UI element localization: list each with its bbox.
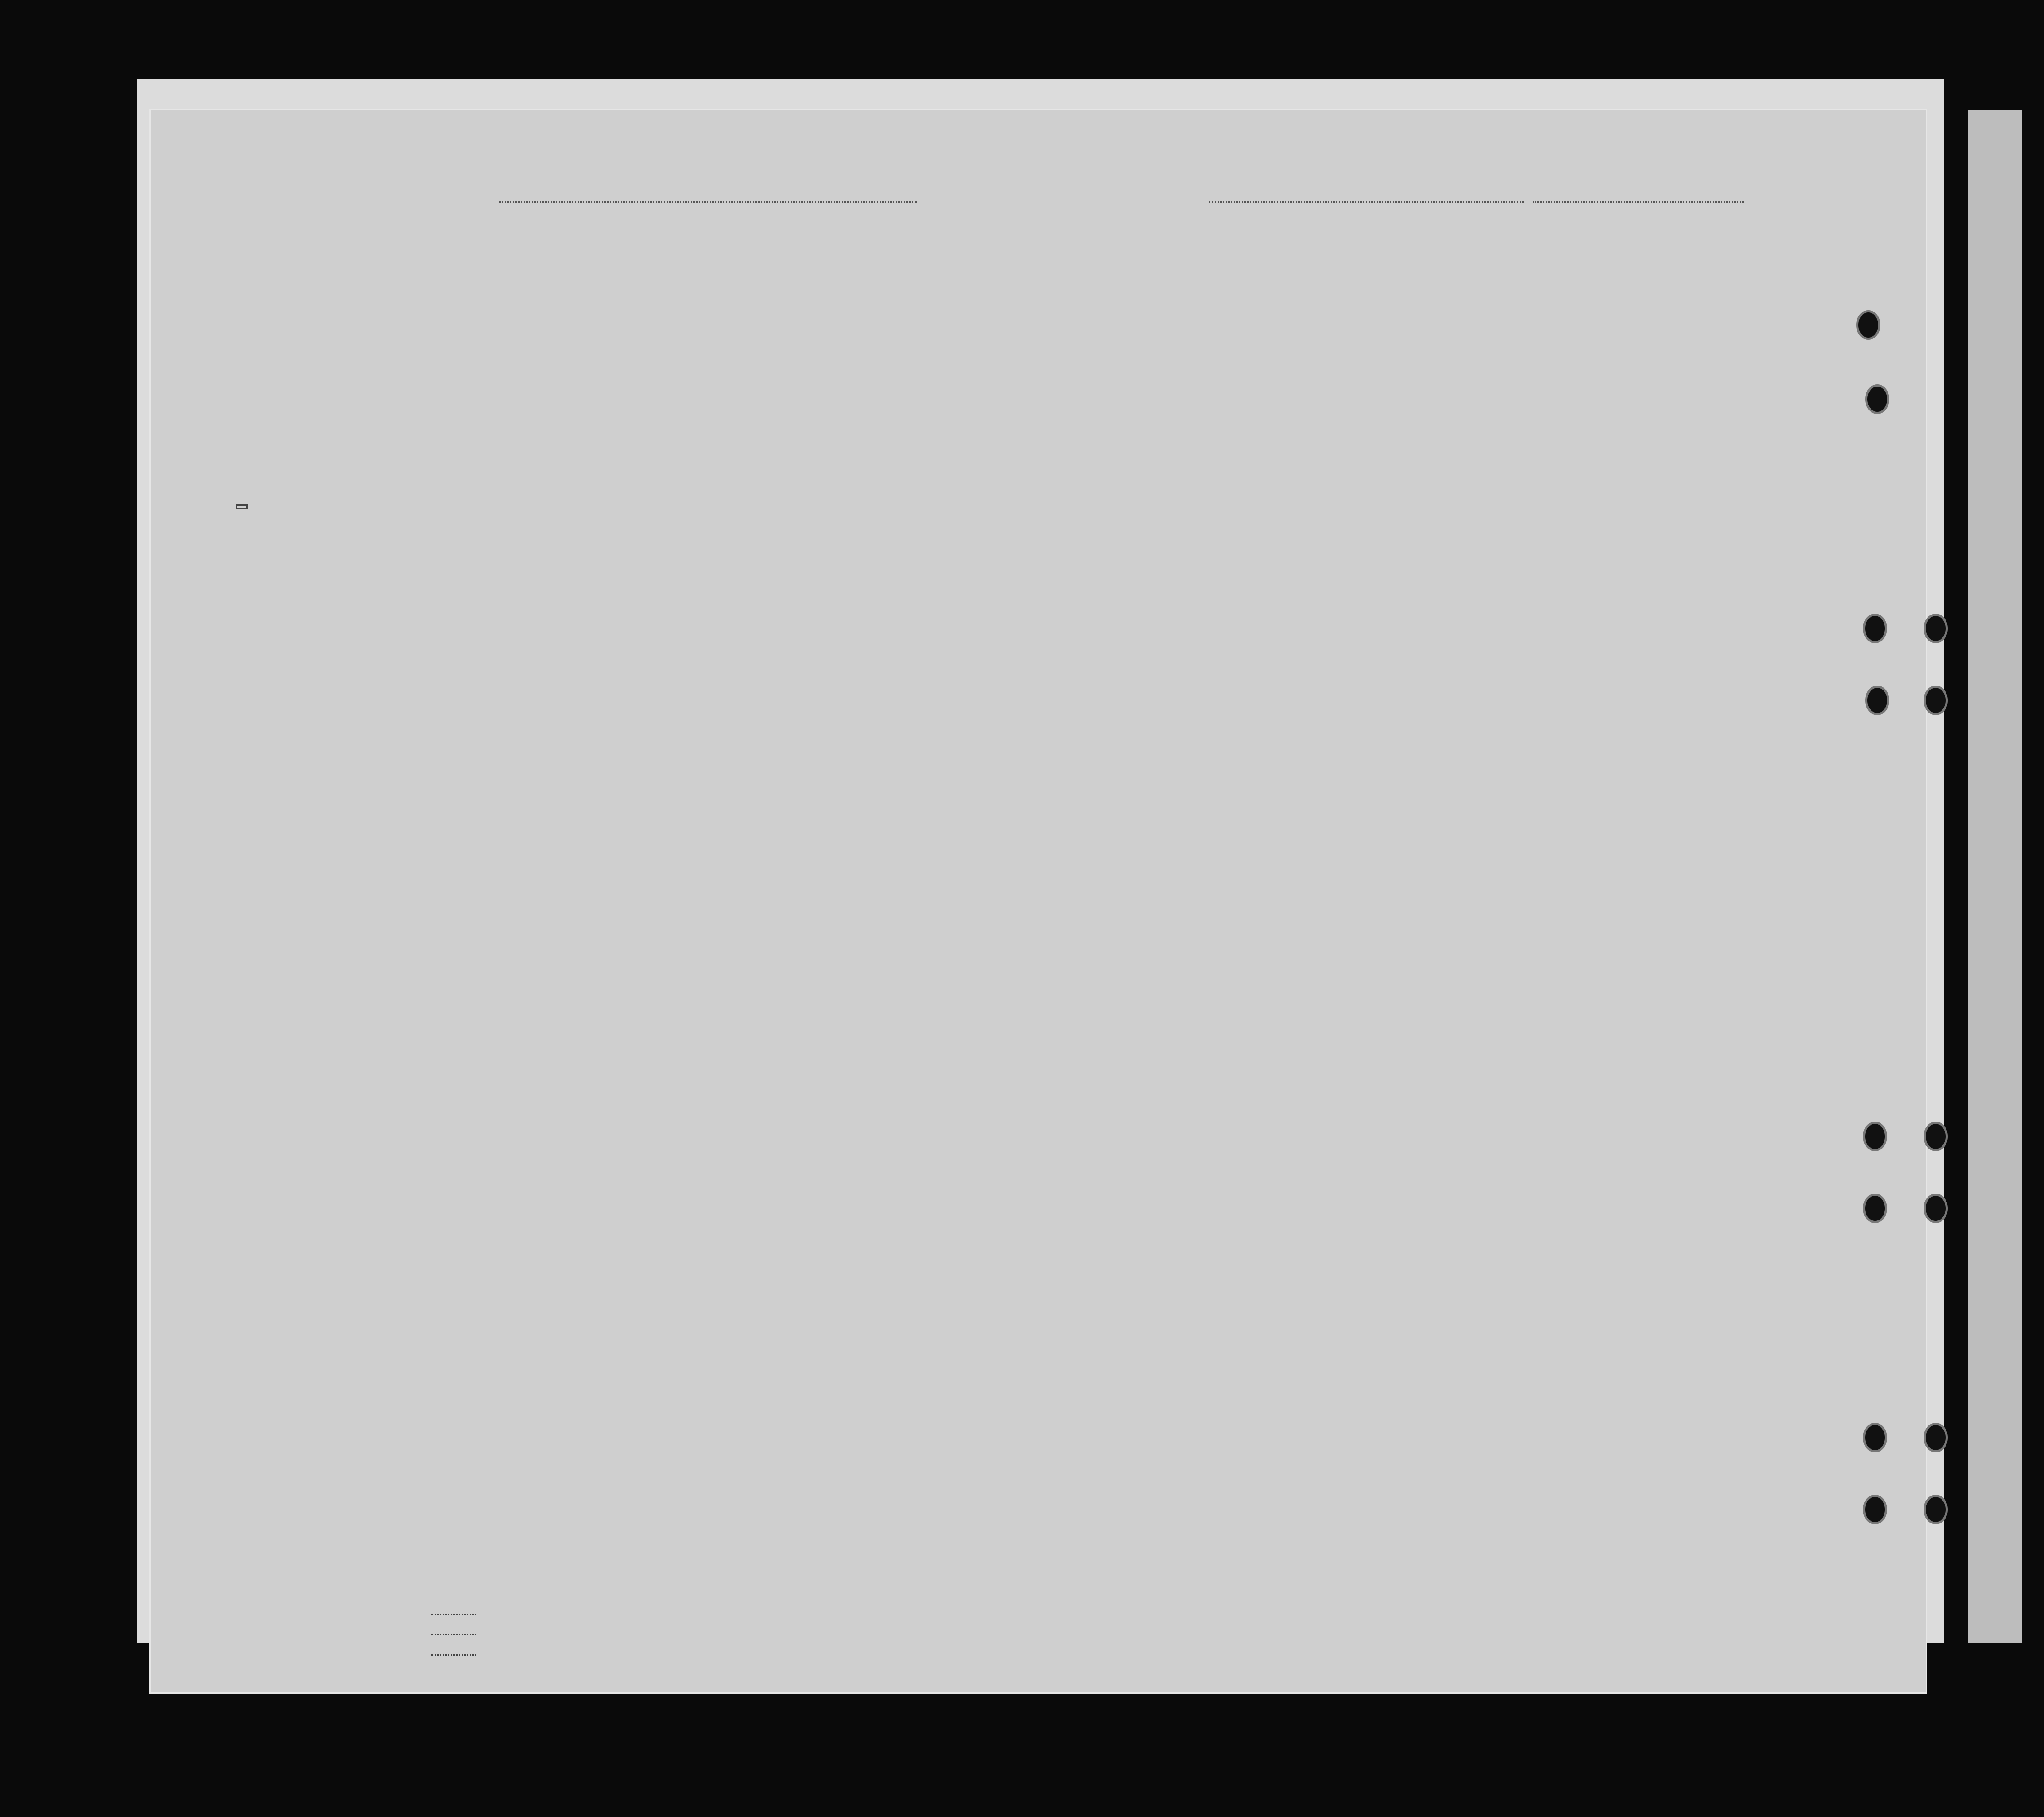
binder-hole: [1865, 384, 1889, 414]
us-dots: [431, 1634, 476, 1635]
aliens-dots: [431, 1654, 476, 1656]
binder-hole: [1924, 686, 1948, 715]
binder-hole: [1924, 614, 1948, 643]
binder-hole: [1863, 614, 1887, 643]
binder-hole: [1863, 1423, 1887, 1452]
us-citizen-stamp: [236, 504, 248, 509]
binder-hole: [1856, 310, 1880, 340]
binder-hole: [1863, 1194, 1887, 1223]
binder-hole: [1865, 686, 1889, 715]
binder-hole: [1863, 1122, 1887, 1151]
binder-hole: [1924, 1194, 1948, 1223]
binder-hole: [1924, 1495, 1948, 1524]
binder-hole: [1924, 1122, 1948, 1151]
total-dots: [431, 1614, 476, 1615]
binder-hole: [1924, 1423, 1948, 1452]
binder-hole: [1863, 1495, 1887, 1524]
